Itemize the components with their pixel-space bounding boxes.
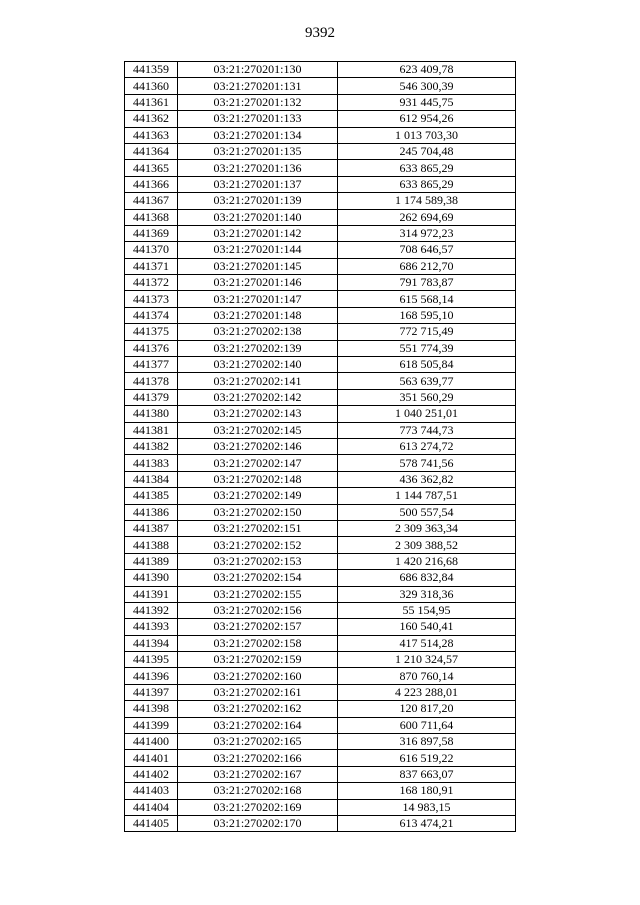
table-row [125, 291, 516, 307]
row-number-cell: 441392 [125, 602, 178, 618]
cadastral-number-cell: 03:21:270201:148 [178, 307, 338, 323]
row-number-cell: 441395 [125, 652, 178, 668]
cadastral-number-cell: 03:21:270202:141 [178, 373, 338, 389]
table-row [125, 586, 516, 602]
cadastral-number-cell: 03:21:270202:155 [178, 586, 338, 602]
cadastral-value-cell: 686 832,84 [338, 570, 516, 586]
cadastral-value-cell: 772 715,49 [338, 324, 516, 340]
cadastral-number-cell: 03:21:270202:165 [178, 734, 338, 750]
cadastral-number-cell: 03:21:270201:140 [178, 209, 338, 225]
row-number-cell: 441398 [125, 701, 178, 717]
table-row [125, 111, 516, 127]
table-row [125, 471, 516, 487]
cadastral-number-cell: 03:21:270201:139 [178, 193, 338, 209]
table-row [125, 258, 516, 274]
cadastral-value-cell: 546 300,39 [338, 78, 516, 94]
table-row [125, 275, 516, 291]
cadastral-value-cell: 1 040 251,01 [338, 406, 516, 422]
row-number-cell: 441371 [125, 258, 178, 274]
table-row [125, 389, 516, 405]
cadastral-value-cell: 791 783,87 [338, 275, 516, 291]
table-row [125, 766, 516, 782]
row-number-cell: 441399 [125, 717, 178, 733]
cadastral-value-cell: 551 774,39 [338, 340, 516, 356]
cadastral-value-cell: 417 514,28 [338, 635, 516, 651]
cadastral-number-cell: 03:21:270202:146 [178, 438, 338, 454]
cadastral-number-cell: 03:21:270202:140 [178, 357, 338, 373]
cadastral-number-cell: 03:21:270201:135 [178, 143, 338, 159]
row-number-cell: 441405 [125, 815, 178, 831]
cadastral-number-cell: 03:21:270202:142 [178, 389, 338, 405]
table-row [125, 127, 516, 143]
row-number-cell: 441369 [125, 225, 178, 241]
row-number-cell: 441368 [125, 209, 178, 225]
table-row [125, 602, 516, 618]
cadastral-number-cell: 03:21:270202:152 [178, 537, 338, 553]
cadastral-value-cell: 613 474,21 [338, 815, 516, 831]
row-number-cell: 441390 [125, 570, 178, 586]
table-row [125, 143, 516, 159]
row-number-cell: 441393 [125, 619, 178, 635]
table-row [125, 438, 516, 454]
row-number-cell: 441383 [125, 455, 178, 471]
table-row [125, 62, 516, 78]
row-number-cell: 441389 [125, 553, 178, 569]
row-number-cell: 441402 [125, 766, 178, 782]
table-row [125, 717, 516, 733]
cadastral-number-cell: 03:21:270201:144 [178, 242, 338, 258]
table-row [125, 537, 516, 553]
table-row [125, 307, 516, 323]
cadastral-number-cell: 03:21:270202:162 [178, 701, 338, 717]
cadastral-value-cell: 618 505,84 [338, 357, 516, 373]
table-row [125, 668, 516, 684]
table-row [125, 455, 516, 471]
cadastral-number-cell: 03:21:270202:153 [178, 553, 338, 569]
table-row [125, 701, 516, 717]
row-number-cell: 441364 [125, 143, 178, 159]
row-number-cell: 441362 [125, 111, 178, 127]
cadastral-value-cell: 600 711,64 [338, 717, 516, 733]
page-number: 9392 [305, 25, 335, 41]
cadastral-number-cell: 03:21:270201:133 [178, 111, 338, 127]
row-number-cell: 441380 [125, 406, 178, 422]
row-number-cell: 441396 [125, 668, 178, 684]
table-row [125, 799, 516, 815]
row-number-cell: 441404 [125, 799, 178, 815]
cadastral-value-cell: 500 557,54 [338, 504, 516, 520]
cadastral-value-cell: 612 954,26 [338, 111, 516, 127]
row-number-cell: 441376 [125, 340, 178, 356]
cadastral-value-cell: 4 223 288,01 [338, 684, 516, 700]
table-row [125, 160, 516, 176]
row-number-cell: 441394 [125, 635, 178, 651]
cadastral-number-cell: 03:21:270201:132 [178, 94, 338, 110]
row-number-cell: 441372 [125, 275, 178, 291]
cadastral-value-cell: 160 540,41 [338, 619, 516, 635]
row-number-cell: 441361 [125, 94, 178, 110]
row-number-cell: 441386 [125, 504, 178, 520]
table-row [125, 750, 516, 766]
cadastral-number-cell: 03:21:270201:137 [178, 176, 338, 192]
cadastral-value-cell: 837 663,07 [338, 766, 516, 782]
table-row [125, 176, 516, 192]
cadastral-number-cell: 03:21:270201:130 [178, 62, 338, 78]
cadastral-number-cell: 03:21:270202:139 [178, 340, 338, 356]
cadastral-value-cell: 931 445,75 [338, 94, 516, 110]
table-row [125, 357, 516, 373]
cadastral-value-cell: 1 144 787,51 [338, 488, 516, 504]
cadastral-number-cell: 03:21:270202:150 [178, 504, 338, 520]
row-number-cell: 441363 [125, 127, 178, 143]
table-row [125, 324, 516, 340]
cadastral-number-cell: 03:21:270202:143 [178, 406, 338, 422]
cadastral-value-cell: 55 154,95 [338, 602, 516, 618]
table-body [125, 62, 516, 832]
cadastral-value-cell: 168 180,91 [338, 783, 516, 799]
row-number-cell: 441379 [125, 389, 178, 405]
table-row [125, 373, 516, 389]
row-number-cell: 441378 [125, 373, 178, 389]
table-row [125, 406, 516, 422]
row-number-cell: 441400 [125, 734, 178, 750]
cadastral-value-cell: 262 694,69 [338, 209, 516, 225]
row-number-cell: 441359 [125, 62, 178, 78]
table-row [125, 553, 516, 569]
cadastral-value-cell: 633 865,29 [338, 160, 516, 176]
cadastral-number-cell: 03:21:270202:149 [178, 488, 338, 504]
cadastral-number-cell: 03:21:270202:159 [178, 652, 338, 668]
table-row [125, 488, 516, 504]
cadastral-value-table [124, 61, 516, 832]
table-row [125, 783, 516, 799]
cadastral-number-cell: 03:21:270201:142 [178, 225, 338, 241]
table-row [125, 652, 516, 668]
cadastral-number-cell: 03:21:270201:134 [178, 127, 338, 143]
cadastral-value-cell: 2 309 363,34 [338, 520, 516, 536]
cadastral-value-cell: 708 646,57 [338, 242, 516, 258]
cadastral-number-cell: 03:21:270202:170 [178, 815, 338, 831]
cadastral-value-cell: 120 817,20 [338, 701, 516, 717]
row-number-cell: 441367 [125, 193, 178, 209]
cadastral-value-cell: 436 362,82 [338, 471, 516, 487]
cadastral-number-cell: 03:21:270202:169 [178, 799, 338, 815]
row-number-cell: 441375 [125, 324, 178, 340]
table-row [125, 94, 516, 110]
cadastral-value-cell: 1 210 324,57 [338, 652, 516, 668]
row-number-cell: 441370 [125, 242, 178, 258]
cadastral-number-cell: 03:21:270201:147 [178, 291, 338, 307]
cadastral-number-cell: 03:21:270201:131 [178, 78, 338, 94]
row-number-cell: 441360 [125, 78, 178, 94]
cadastral-value-cell: 623 409,78 [338, 62, 516, 78]
cadastral-value-cell: 633 865,29 [338, 176, 516, 192]
table-row [125, 225, 516, 241]
row-number-cell: 441397 [125, 684, 178, 700]
cadastral-value-cell: 245 704,48 [338, 143, 516, 159]
table-row [125, 619, 516, 635]
cadastral-number-cell: 03:21:270202:167 [178, 766, 338, 782]
cadastral-value-cell: 870 760,14 [338, 668, 516, 684]
row-number-cell: 441365 [125, 160, 178, 176]
cadastral-number-cell: 03:21:270202:160 [178, 668, 338, 684]
cadastral-number-cell: 03:21:270202:158 [178, 635, 338, 651]
table-row [125, 734, 516, 750]
row-number-cell: 441391 [125, 586, 178, 602]
cadastral-value-cell: 168 595,10 [338, 307, 516, 323]
row-number-cell: 441403 [125, 783, 178, 799]
row-number-cell: 441388 [125, 537, 178, 553]
cadastral-number-cell: 03:21:270202:151 [178, 520, 338, 536]
table-row [125, 520, 516, 536]
cadastral-number-cell: 03:21:270202:156 [178, 602, 338, 618]
cadastral-value-cell: 616 519,22 [338, 750, 516, 766]
table-row [125, 422, 516, 438]
row-number-cell: 441381 [125, 422, 178, 438]
cadastral-number-cell: 03:21:270202:138 [178, 324, 338, 340]
cadastral-value-cell: 351 560,29 [338, 389, 516, 405]
cadastral-value-cell: 615 568,14 [338, 291, 516, 307]
cadastral-number-cell: 03:21:270202:161 [178, 684, 338, 700]
cadastral-value-cell: 1 420 216,68 [338, 553, 516, 569]
table-row [125, 635, 516, 651]
table-row [125, 570, 516, 586]
cadastral-value-cell: 316 897,58 [338, 734, 516, 750]
row-number-cell: 441374 [125, 307, 178, 323]
cadastral-number-cell: 03:21:270202:145 [178, 422, 338, 438]
table-row [125, 504, 516, 520]
row-number-cell: 441373 [125, 291, 178, 307]
cadastral-value-cell: 686 212,70 [338, 258, 516, 274]
table-row [125, 78, 516, 94]
cadastral-number-cell: 03:21:270202:164 [178, 717, 338, 733]
row-number-cell: 441366 [125, 176, 178, 192]
cadastral-number-cell: 03:21:270202:147 [178, 455, 338, 471]
cadastral-number-cell: 03:21:270202:157 [178, 619, 338, 635]
cadastral-number-cell: 03:21:270202:148 [178, 471, 338, 487]
cadastral-value-cell: 329 318,36 [338, 586, 516, 602]
cadastral-value-cell: 563 639,77 [338, 373, 516, 389]
row-number-cell: 441387 [125, 520, 178, 536]
row-number-cell: 441377 [125, 357, 178, 373]
cadastral-number-cell: 03:21:270201:136 [178, 160, 338, 176]
cadastral-value-cell: 2 309 388,52 [338, 537, 516, 553]
cadastral-number-cell: 03:21:270202:168 [178, 783, 338, 799]
row-number-cell: 441401 [125, 750, 178, 766]
table-row [125, 815, 516, 831]
cadastral-value-cell: 613 274,72 [338, 438, 516, 454]
row-number-cell: 441384 [125, 471, 178, 487]
cadastral-value-cell: 314 972,23 [338, 225, 516, 241]
table-row [125, 209, 516, 225]
table-row [125, 242, 516, 258]
cadastral-value-cell: 578 741,56 [338, 455, 516, 471]
cadastral-number-cell: 03:21:270201:145 [178, 258, 338, 274]
cadastral-value-cell: 1 174 589,38 [338, 193, 516, 209]
row-number-cell: 441382 [125, 438, 178, 454]
table-row [125, 684, 516, 700]
table-row [125, 340, 516, 356]
row-number-cell: 441385 [125, 488, 178, 504]
cadastral-value-cell: 14 983,15 [338, 799, 516, 815]
cadastral-value-cell: 773 744,73 [338, 422, 516, 438]
cadastral-number-cell: 03:21:270202:154 [178, 570, 338, 586]
cadastral-number-cell: 03:21:270201:146 [178, 275, 338, 291]
cadastral-value-cell: 1 013 703,30 [338, 127, 516, 143]
table-row [125, 193, 516, 209]
cadastral-number-cell: 03:21:270202:166 [178, 750, 338, 766]
